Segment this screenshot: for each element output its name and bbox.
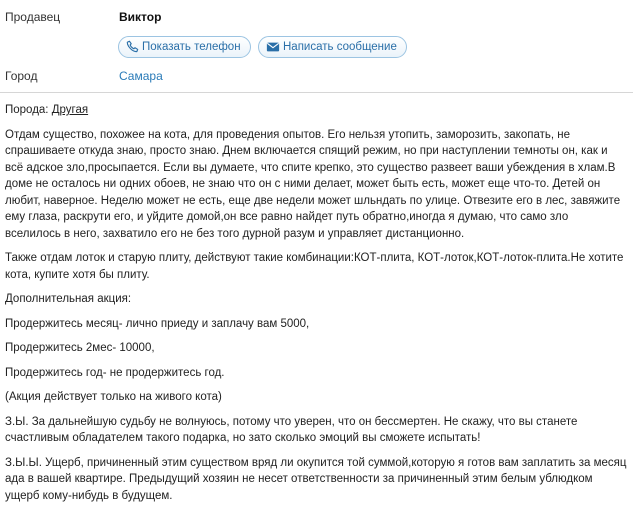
city-link[interactable]: Самара (119, 69, 163, 83)
divider (0, 92, 633, 93)
city-row (0, 69, 633, 89)
description-paragraph-7: (Акция действует только на живого кота) (5, 391, 222, 403)
description-paragraph-6: Продержитесь год- не продержитесь год. (5, 366, 225, 379)
ad-description (5, 102, 627, 504)
show-phone-button[interactable] (118, 36, 251, 58)
breed-line (5, 102, 627, 119)
envelope-icon (266, 41, 280, 53)
show-phone-label: Показать телефон (142, 41, 241, 53)
description-paragraph-8: З.Ы. За дальнейшую судьбу не волнуюсь, потому что уверен, что он бессмертен. Не скажу, что вы станете счастливым обладателем такого подарка, но зато сколько эмоций вы сможете испытать! (5, 415, 578, 444)
seller-row (0, 10, 633, 30)
description-paragraph-5: Продержитесь 2мес- 10000, (5, 342, 155, 354)
write-message-label: Написать сообщение (283, 41, 397, 53)
description-paragraph-9: З.Ы.Ы. Ущерб, причиненный этим существом вряд ли окупится той суммой,которую я готов вам заплатить за месяц ада в вашей квартире. Предыдущий хозяин не несет ответственности за причиненный этим белым ублюдком ущерб кому-нибудь в будущем. (5, 456, 627, 502)
write-message-button[interactable] (258, 36, 407, 58)
breed-label: Порода: (5, 104, 49, 116)
description-paragraph-3: Дополнительная акция: (5, 293, 132, 305)
city-label: Город (5, 69, 38, 83)
description-paragraph-4: Продержитесь месяц- лично приеду и заплачу вам 5000, (5, 317, 310, 330)
description-paragraph-2: Также отдам лоток и старую плиту, действуют такие комбинации:КОТ-плита, КОТ-лоток,КОТ-лоток-плита.Не хотите кота, купите хотя бы плиту. (5, 252, 624, 281)
phone-icon (126, 40, 139, 53)
description-paragraph-1: Отдам существо, похожее на кота, для проведения опытов. Его нельзя утопить, заморозить, закопать, не спрашиваете откуда знаю, просто знаю. Днем включается спящий режим, но при наступлении темноты он, как и всё адское зло,просыпается. Если вы думаете, что спите крепко, это существо развеет ваши убеждения в хлам.В доме не осталось ни одних обоев, не знаю что он с ними делает, может быть есть, может еще что-то. Детей он любит, наверное. Неделю может не есть, еще две недели может шльндать по улице. Отвезите его в лес, завяжите ему глаза, раскрути его, и уйдите домой,он все равно найдет путь обратно,иногда я думаю, что само зло вселилось в него, захватило его не без того дурной разум и управляет дистанционно. (5, 128, 621, 240)
seller-label: Продавец (5, 10, 61, 24)
seller-name: Виктор (119, 10, 162, 24)
breed-value: Другая (51, 104, 89, 116)
